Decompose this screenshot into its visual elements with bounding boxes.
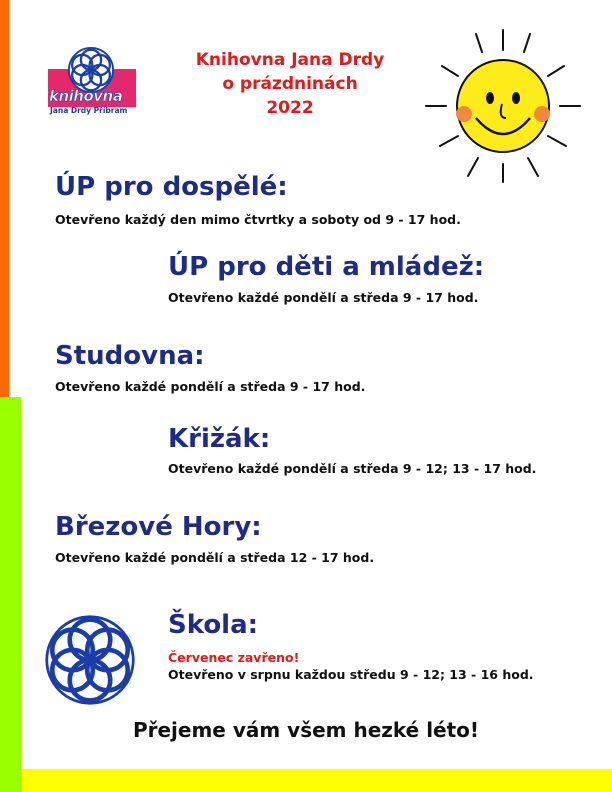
section-hours-krizak: Otevřeno každé pondělí a středa 9 - 12; 13 - 17 hod. xyxy=(168,461,537,476)
title-line-2: o prázdninách xyxy=(222,74,358,94)
title-line-1: Knihovna Jana Drdy xyxy=(195,50,385,70)
page-title xyxy=(160,48,420,120)
section-heading-brezove-hory: Březové Hory: xyxy=(55,512,262,542)
section-heading-study-room: Studovna: xyxy=(55,341,205,371)
section-heading-krizak: Křižák: xyxy=(168,424,271,454)
bottom-yellow-bar xyxy=(21,769,612,792)
section-heading-school: Škola: xyxy=(168,610,259,640)
library-logo xyxy=(48,47,138,117)
section-heading-children: ÚP pro děti a mládež: xyxy=(168,252,485,282)
logo-wordmark: knihovna xyxy=(49,87,123,105)
section-hours-children: Otevřeno každé pondělí a středa 9 - 17 hod. xyxy=(168,290,479,305)
left-orange-bar xyxy=(0,0,9,400)
closing-message: Přejeme vám všem hezké léto! xyxy=(132,718,480,742)
section-hours-school: Otevřeno v srpnu každou středu 9 - 12; 13 - 16 hod. xyxy=(168,667,534,682)
section-hours-brezove-hory: Otevřeno každé pondělí a středa 12 - 17 hod. xyxy=(55,550,375,565)
section-hours-study-room: Otevřeno každé pondělí a středa 9 - 17 hod. xyxy=(55,379,366,394)
section-heading-adults: ÚP pro dospělé: xyxy=(55,172,288,202)
flower-logo-icon xyxy=(44,614,136,706)
section-hours-adults: Otevřeno každý den mimo čtvrtky a soboty od 9 - 17 hod. xyxy=(55,212,461,227)
section-note-school: Červenec zavřeno! xyxy=(168,650,300,665)
sun-icon xyxy=(418,26,588,186)
title-line-3: 2022 xyxy=(266,98,314,118)
logo-subtitle: Jana Drdy Příbram xyxy=(50,106,128,115)
